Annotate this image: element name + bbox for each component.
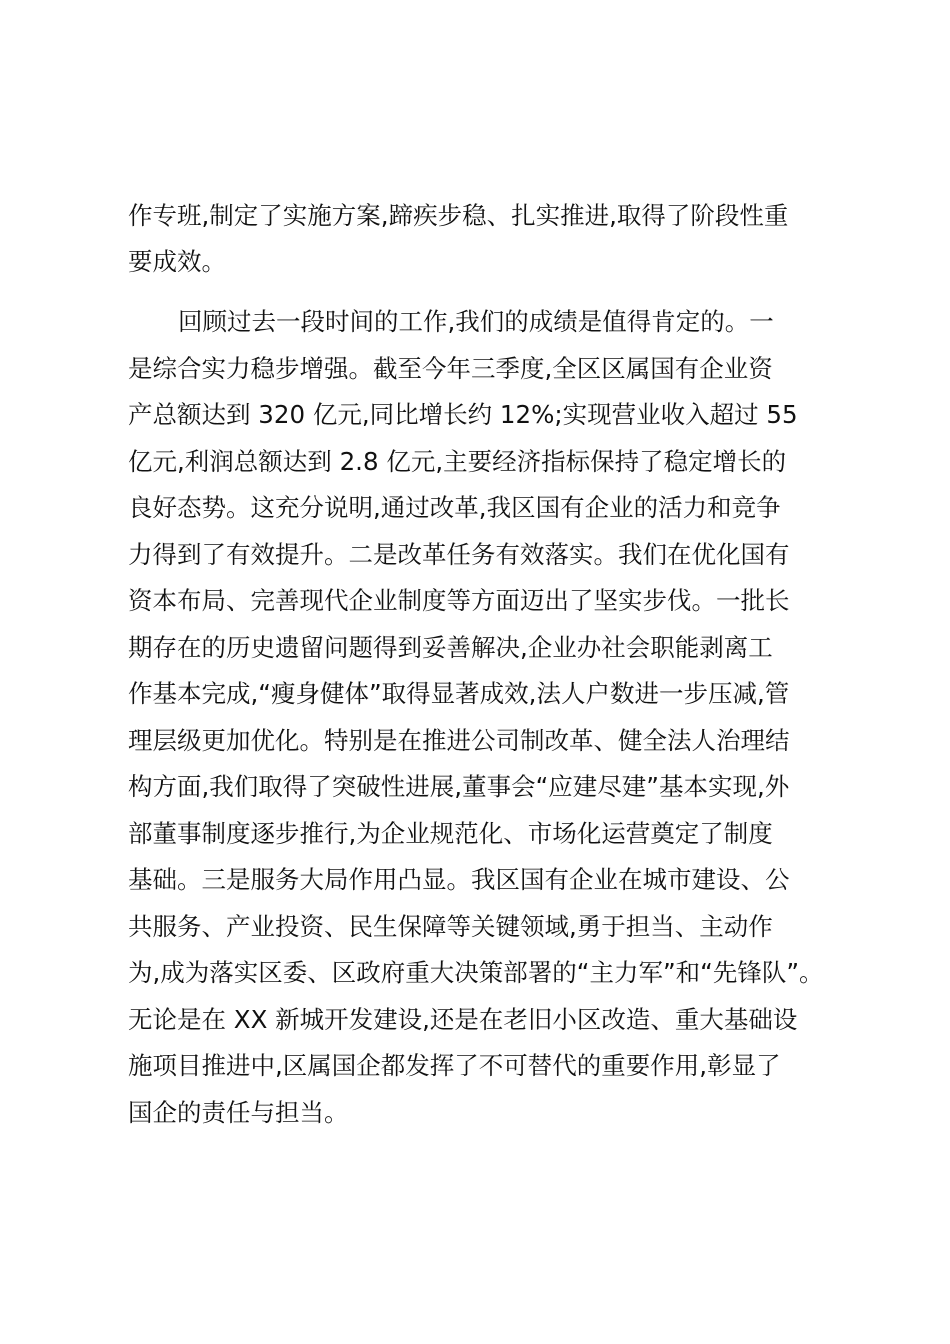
paragraph-1-line-2: 要成效。 — [128, 247, 226, 276]
paragraph-2-line-2: 是综合实力稳步增强。截至今年三季度,全区区属国有企业资 — [128, 354, 773, 383]
paragraph-2-line-1: 回顾过去一段时间的工作,我们的成绩是值得肯定的。一 — [178, 307, 774, 336]
paragraph-2-line-13: 基础。三是服务大局作用凸显。我区国有企业在城市建设、公 — [128, 865, 790, 894]
paragraph-2-line-5: 良好态势。这充分说明,通过改革,我区国有企业的活力和竞争 — [128, 493, 781, 522]
paragraph-1-line-1: 作专班,制定了实施方案,蹄疾步稳、扎实推进,取得了阶段性重 — [128, 201, 789, 230]
paragraph-2-line-4: 亿元,利润总额达到 2.8 亿元,主要经济指标保持了稳定增长的 — [128, 447, 787, 476]
paragraph-2-line-18: 国企的责任与担当。 — [128, 1098, 349, 1127]
paragraph-2-line-8: 期存在的历史遗留问题得到妥善解决,企业办社会职能剥离工 — [128, 633, 773, 662]
paragraph-2-line-15: 为,成为落实区委、区政府重大决策部署的“主力军”和“先锋队”。 — [128, 958, 824, 987]
paragraph-2-line-6: 力得到了有效提升。二是改革任务有效落实。我们在优化国有 — [128, 540, 790, 569]
paragraph-2-line-11: 构方面,我们取得了突破性进展,董事会“应建尽建”基本实现,外 — [128, 772, 790, 801]
paragraph-2-line-3: 产总额达到 320 亿元,同比增长约 12%;实现营业收入超过 55 — [128, 400, 798, 429]
paragraph-2-line-12: 部董事制度逐步推行,为企业规范化、市场化运营奠定了制度 — [128, 819, 773, 848]
paragraph-2-line-10: 理层级更加优化。特别是在推进公司制改革、健全法人治理结 — [128, 726, 790, 755]
paragraph-2-line-9: 作基本完成,“瘦身健体”取得显著成效,法人户数进一步压减,管 — [128, 679, 790, 708]
paragraph-2-line-16: 无论是在 XX 新城开发建设,还是在老旧小区改造、重大基础设 — [128, 1005, 798, 1034]
paragraph-2-line-14: 共服务、产业投资、民生保障等关键领域,勇于担当、主动作 — [128, 912, 773, 941]
paragraph-2-line-7: 资本布局、完善现代企业制度等方面迈出了坚实步伐。一批长 — [128, 586, 790, 615]
paragraph-2-line-17: 施项目推进中,区属国企都发挥了不可替代的重要作用,彰显了 — [128, 1051, 781, 1080]
